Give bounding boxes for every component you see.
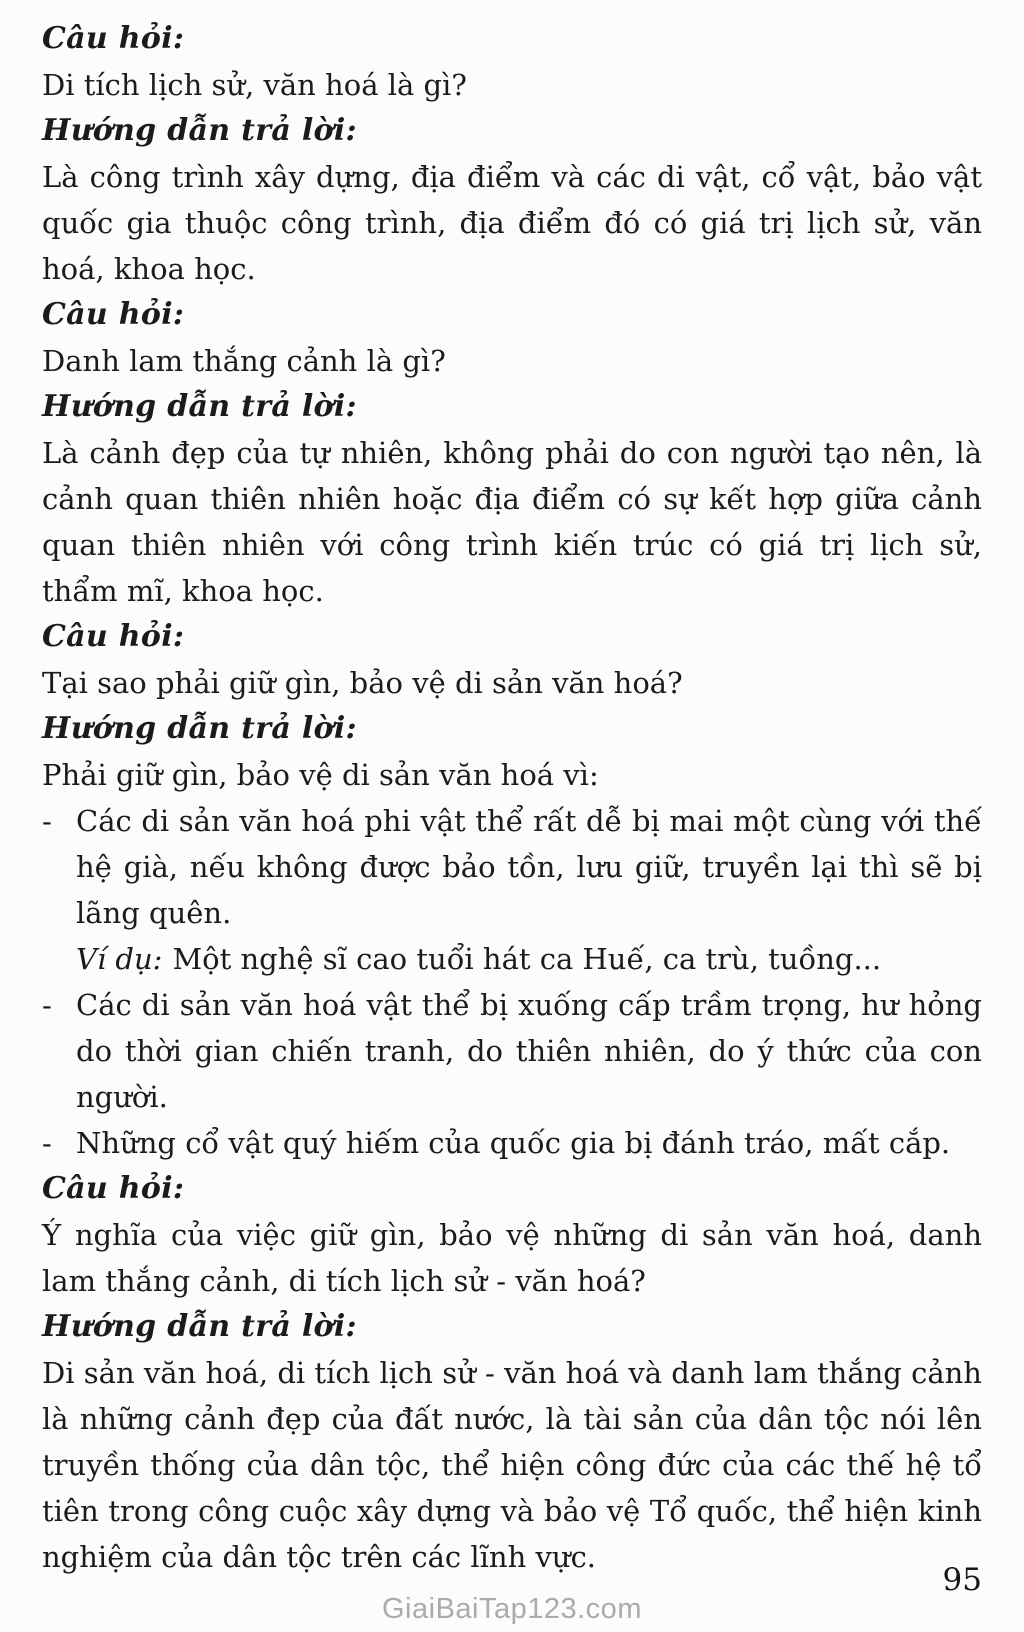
question-text: Danh lam thắng cảnh là gì? (42, 344, 446, 378)
answer-text: Là cảnh đẹp của tự nhiên, không phải do con người tạo nên, là cảnh quan thiên nhiên hoặc địa điểm có sự kết hợp giữa cảnh quan thiên nhiên với công trình kiến trúc có giá trị lịch sử, thẩm mĩ, khoa học. (42, 436, 982, 608)
bullet-text: Các di sản văn hoá vật thể bị xuống cấp trầm trọng, hư hỏng do thời gian chiến tranh, do thiên nhiên, do ý thức của con người. (76, 988, 982, 1114)
question-label: Câu hỏi: (42, 297, 185, 332)
watermark: GiaiBaiTap123.com (382, 1593, 642, 1625)
bullet-item (42, 982, 982, 1120)
question-text: Di tích lịch sử, văn hoá là gì? (42, 68, 467, 102)
answer-label: Hướng dẫn trả lời: (42, 711, 357, 746)
qa-section-4 (42, 1166, 982, 1580)
bullet-item (42, 1120, 982, 1166)
question-label: Câu hỏi: (42, 1171, 185, 1206)
qa-section-3 (42, 614, 982, 1166)
answer-label: Hướng dẫn trả lời: (42, 389, 357, 424)
answer-intro: Phải giữ gìn, bảo vệ di sản văn hoá vì: (42, 758, 599, 792)
question-text: Tại sao phải giữ gìn, bảo vệ di sản văn hoá? (42, 666, 683, 700)
bullet-text: Những cổ vật quý hiếm của quốc gia bị đánh tráo, mất cắp. (76, 1126, 951, 1160)
answer-text: Di sản văn hoá, di tích lịch sử - văn hoá và danh lam thắng cảnh là những cảnh đẹp của đất nước, là tài sản của dân tộc nói lên truyền thống của dân tộc, thể hiện công đức của các thế hệ tổ tiên trong công cuộc xây dựng và bảo vệ Tổ quốc, thể hiện kinh nghiệm của dân tộc trên các lĩnh vực. (42, 1356, 982, 1574)
question-text: Ý nghĩa của việc giữ gìn, bảo vệ những di sản văn hoá, danh lam thắng cảnh, di tích lịch sử - văn hoá? (42, 1218, 982, 1298)
bullet-marker: - (42, 1126, 52, 1160)
answer-label: Hướng dẫn trả lời: (42, 113, 357, 148)
bullet-marker: - (42, 988, 52, 1022)
example-line (42, 936, 982, 982)
qa-section-2 (42, 292, 982, 614)
qa-section-1 (42, 16, 982, 292)
page-number: 95 (942, 1562, 982, 1598)
question-label: Câu hỏi: (42, 21, 185, 56)
bullet-text: Các di sản văn hoá phi vật thể rất dễ bị mai một cùng với thế hệ già, nếu không được bảo tồn, lưu giữ, truyền lại thì sẽ bị lãng quên. (76, 804, 982, 930)
answer-label: Hướng dẫn trả lời: (42, 1309, 357, 1344)
answer-text: Là công trình xây dựng, địa điểm và các di vật, cổ vật, bảo vật quốc gia thuộc công trình, địa điểm đó có giá trị lịch sử, văn hoá, khoa học. (42, 160, 982, 286)
example-text: Một nghệ sĩ cao tuổi hát ca Huế, ca trù, tuồng... (172, 942, 882, 976)
bullet-item (42, 798, 982, 936)
question-label: Câu hỏi: (42, 619, 185, 654)
bullet-marker: - (42, 804, 52, 838)
example-label: Ví dụ: (76, 942, 163, 976)
